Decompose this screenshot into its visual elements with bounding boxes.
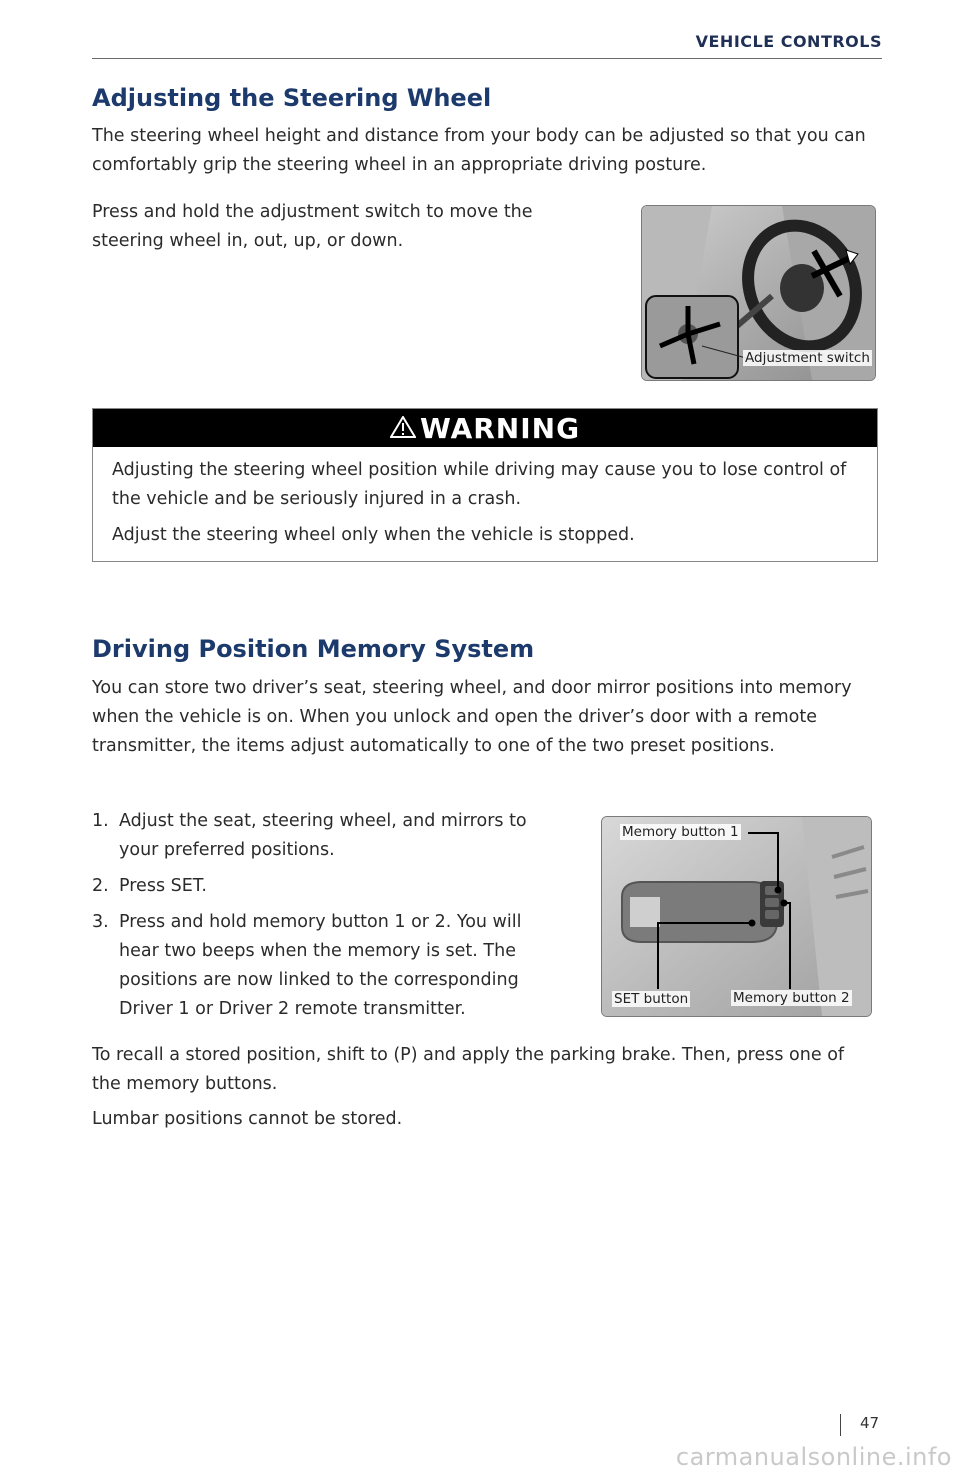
warning-text-2: Adjust the steering wheel only when the vehicle is stopped. (112, 525, 635, 545)
memory-heading: Driving Position Memory System (92, 635, 535, 663)
memory-intro: You can store two driver’s seat, steering wheel, and door mirror positions into memory when the vehicle is on. When you unlock and open the driver’s door with a remote transmitter, the items adjust automatically to one of the two preset positions. (92, 678, 852, 756)
door-panel-illustration (602, 817, 871, 1016)
adjustment-switch-label: Adjustment switch (745, 350, 870, 366)
steering-heading: Adjusting the Steering Wheel (92, 84, 492, 112)
steering-instruction: Press and hold the adjustment switch to move the steering wheel in, out, up, or down. (92, 202, 533, 251)
step-item: 1. Adjust the seat, steering wheel, and mirrors to your preferred positions. (92, 811, 527, 860)
memory-button-2-label: Memory button 2 (733, 990, 850, 1006)
step-item: 3. Press and hold memory button 1 or 2. You will hear two beeps when the memory is set. The positions are now linked to the corresponding Driver 1 or Driver 2 remote transmitter. (92, 912, 522, 1019)
step-item: 2. Press SET. (92, 876, 207, 896)
page-number: 47 (860, 1414, 880, 1432)
section-title: VEHICLE CONTROLS (695, 32, 882, 51)
memory-button-1-label: Memory button 1 (622, 824, 739, 840)
footer-divider (840, 1414, 841, 1436)
warning-triangle-icon (390, 416, 416, 438)
warning-text-1: Adjusting the steering wheel position while driving may cause you to lose control of the vehicle and be seriously injured in a crash. (112, 460, 847, 509)
steering-adjustment-figure (641, 205, 876, 381)
memory-steps-list (92, 807, 562, 1031)
set-button-label: SET button (614, 991, 689, 1007)
page-header (92, 30, 882, 59)
steering-intro: The steering wheel height and distance from your body can be adjusted so that you can comfortably grip the steering wheel in an appropriate driving posture. (92, 126, 866, 175)
warning-heading: WARNING (419, 412, 581, 445)
recall-paragraph: To recall a stored position, shift to (P) and apply the parking brake. Then, press one of the memory buttons. (92, 1045, 845, 1094)
warning-box (92, 408, 878, 562)
lumbar-note: Lumbar positions cannot be stored. (92, 1109, 403, 1129)
watermark-text: carmanualsonline.info (675, 1443, 952, 1471)
warning-header (93, 409, 877, 447)
memory-buttons-figure (601, 816, 872, 1017)
